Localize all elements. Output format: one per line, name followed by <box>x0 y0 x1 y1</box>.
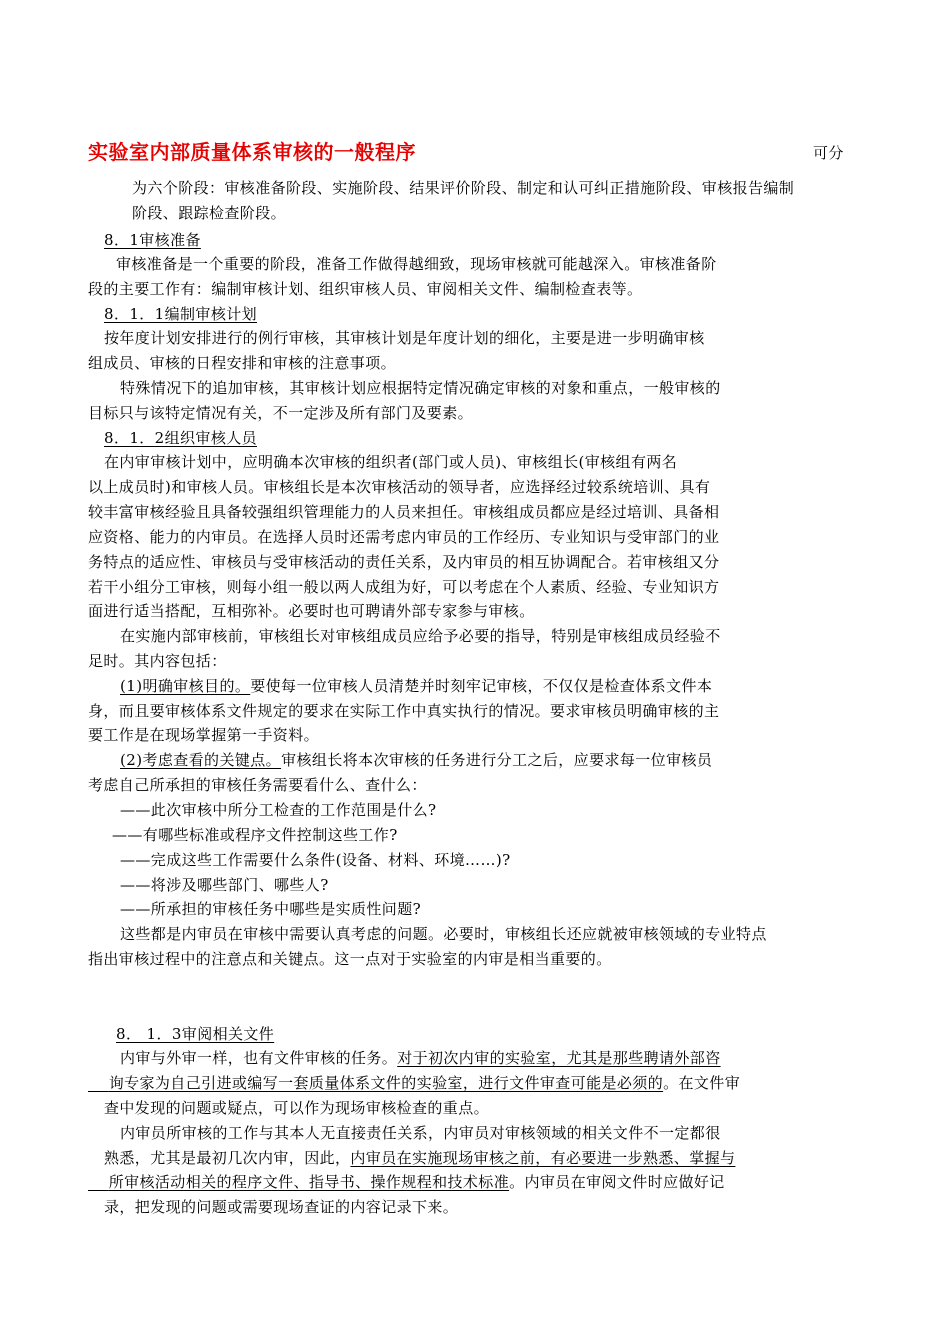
title-tail-text: 可分 <box>813 144 844 162</box>
paragraph-line: 熟悉，尤其是最初几次内审，因此，内审员在实施现场审核之前，有必要进一步熟悉、掌握与 <box>104 1149 736 1167</box>
paragraph-line: 审核准备是一个重要的阶段，准备工作做得越细致，现场审核就可能越深入。审核准备阶 <box>116 255 717 273</box>
paragraph-line: 目标只与该特定情况有关，不一定涉及所有部门及要素。 <box>88 404 474 422</box>
dash-question: ——有哪些标准或程序文件控制这些工作? <box>112 826 398 844</box>
paragraph-line: 段的主要工作有：编制审核计划、组织审核人员、审阅相关文件、编制检查表等。 <box>88 280 643 298</box>
paragraph-line: 查中发现的问题或疑点，可以作为现场审核检查的重点。 <box>104 1099 490 1117</box>
paragraph-line: 询专家为自己引进或编写一套质量体系文件的实验室，进行文件审查可能是必须的。在文件审 <box>88 1073 740 1093</box>
underlined-phrase: 询专家为自己引进或编写一套质量体系文件的实验室，进行文件审查可能是必须的 <box>108 1074 664 1092</box>
paragraph-line: 较丰富审核经验且具备较强组织管理能力的人员来担任。审核组成员都应是经过培训、具备相 <box>88 503 720 521</box>
underlined-phrase: 所审核活动相关的程序文件、指导书、操作规程和技术标准 <box>108 1173 510 1191</box>
paragraph-line: 所审核活动相关的程序文件、指导书、操作规程和技术标准。内审员在审阅文件时应做好记 <box>88 1172 725 1192</box>
paragraph-line: 这些都是内审员在审核中需要认真考虑的问题。必要时，审核组长还应就被审核领域的专业特点 <box>120 925 767 943</box>
paragraph-line: 身，而且要审核体系文件规定的要求在实际工作中真实执行的情况。要求审核员明确审核的主 <box>88 702 720 720</box>
dash-question: ——所承担的审核任务中哪些是实质性问题? <box>120 900 422 918</box>
intro-line-2: 阶段、跟踪检查阶段。 <box>132 204 287 222</box>
list-item-1: (1)明确审核目的。要使每一位审核人员清楚并时刻牢记审核，不仅仅是检查体系文件本 <box>120 677 713 695</box>
paragraph-line: 录，把发现的问题或需要现场查证的内容记录下来。 <box>104 1198 459 1216</box>
paragraph-line: 要工作是在现场掌握第一手资料。 <box>88 726 320 744</box>
paragraph-line: 考虑自己所承担的审核任务需要看什么、查什么： <box>88 776 427 794</box>
section-heading-8-1-1: 8．1．1编制审核计划 <box>104 305 258 323</box>
paragraph-line: 以上成员时)和审核人员。审核组长是本次审核活动的领导者，应选择经过较系统培训、具有 <box>88 478 711 496</box>
paragraph-line: 足时。其内容包括： <box>88 652 227 670</box>
list-item-2: (2)考虑查看的关键点。审核组长将本次审核的任务进行分工之后，应要求每一位审核员 <box>120 751 713 769</box>
paragraph-line: 面进行适当搭配，互相弥补。必要时也可聘请外部专家参与审核。 <box>88 602 535 620</box>
section-heading-8-1-3: 8． 1．3审阅相关文件 <box>116 1025 275 1043</box>
paragraph-line: 按年度计划安排进行的例行审核，其审核计划是年度计划的细化，主要是进一步明确审核 <box>104 329 705 347</box>
paragraph-line: 若干小组分工审核，则每小组一般以两人成组为好，可以考虑在个人素质、经验、专业知识方 <box>88 578 720 596</box>
section-heading-8-1: 8．1审核准备 <box>104 231 201 249</box>
document-title: 实验室内部质量体系审核的一般程序 <box>88 140 416 164</box>
underlined-phrase: 内审员在实施现场审核之前，有必要进一步熟悉、掌握与 <box>350 1149 736 1167</box>
paragraph-line: 务特点的适应性、审核员与受审核活动的责任关系，及内审员的相互协调配合。若审核组又分 <box>88 553 720 571</box>
paragraph-line: 内审与外审一样，也有文件审核的任务。对于初次内审的实验室，尤其是那些聘请外部咨 <box>120 1049 721 1067</box>
underlined-phrase: 对于初次内审的实验室，尤其是那些聘请外部咨 <box>397 1049 721 1067</box>
dash-question: ——此次审核中所分工检查的工作范围是什么? <box>120 801 437 819</box>
paragraph-line: 组成员、审核的日程安排和审核的注意事项。 <box>88 354 397 372</box>
paragraph-line: 指出审核过程中的注意点和关键点。这一点对于实验室的内审是相当重要的。 <box>88 950 612 968</box>
paragraph-line: 在内审审核计划中，应明确本次审核的组织者(部门或人员)、审核组长(审核组有两名 <box>104 453 678 471</box>
paragraph-line: 在实施内部审核前，审核组长对审核组成员应给予必要的指导，特别是审核组成员经验不 <box>120 627 721 645</box>
list-item-1-label: (1)明确审核目的。 <box>120 677 251 695</box>
list-item-2-label: (2)考虑查看的关键点。 <box>120 751 282 769</box>
paragraph-line: 应资格、能力的内审员。在选择人员时还需考虑内审员的工作经历、专业知识与受审部门的业 <box>88 528 720 546</box>
dash-question: ——完成这些工作需要什么条件(设备、材料、环境……)? <box>120 851 511 869</box>
paragraph-line: 特殊情况下的追加审核，其审核计划应根据特定情况确定审核的对象和重点，一般审核的 <box>120 379 721 397</box>
dash-question: ——将涉及哪些部门、哪些人? <box>120 876 329 894</box>
section-heading-8-1-2: 8．1．2组织审核人员 <box>104 429 258 447</box>
intro-line-1: 为六个阶段：审核准备阶段、实施阶段、结果评价阶段、制定和认可纠正措施阶段、审核报告编制 <box>132 179 795 197</box>
paragraph-line: 内审员所审核的工作与其本人无直接责任关系，内审员对审核领域的相关文件不一定都很 <box>120 1124 721 1142</box>
